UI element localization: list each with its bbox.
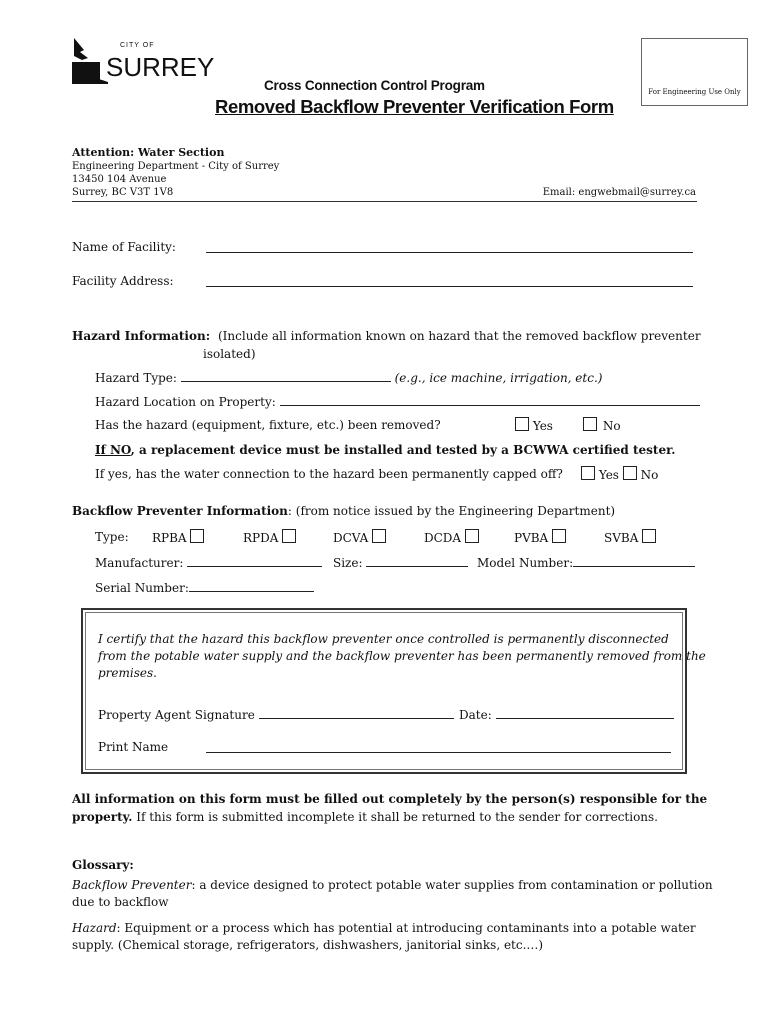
print-name-label: Print Name bbox=[98, 740, 169, 754]
facility-name-label: Name of Facility: bbox=[72, 240, 176, 254]
date-field[interactable] bbox=[496, 706, 674, 719]
type-option-rpba bbox=[152, 529, 204, 545]
hazard-removed-no-label: No bbox=[602, 419, 621, 433]
type-option-dcva bbox=[333, 529, 386, 545]
capped-yes-no bbox=[581, 466, 658, 482]
city-logo bbox=[70, 36, 215, 88]
attention-line-1: Engineering Department - City of Surrey bbox=[72, 161, 280, 172]
backflow-heading-note: : (from notice issued by the Engineering Department) bbox=[287, 504, 616, 518]
type-dcda-checkbox[interactable] bbox=[465, 529, 479, 543]
serial-label: Serial Number: bbox=[95, 581, 189, 595]
capped-yes-label: Yes bbox=[598, 468, 619, 482]
logo-small-text: CITY OF bbox=[120, 42, 155, 49]
hazard-removed-yes-checkbox[interactable] bbox=[515, 417, 529, 431]
type-option-label: DCDA bbox=[424, 531, 462, 545]
glossary-heading: Glossary: bbox=[72, 858, 134, 872]
type-rpda-checkbox[interactable] bbox=[282, 529, 296, 543]
signature-label: Property Agent Signature bbox=[98, 708, 255, 722]
size-row bbox=[333, 554, 468, 570]
hazard-type-hint: (e.g., ice machine, irrigation, etc.) bbox=[394, 371, 603, 385]
contact-email: Email: engwebmail@surrey.ca bbox=[542, 187, 696, 198]
signature-row bbox=[98, 706, 454, 722]
hazard-heading: Hazard Information: bbox=[72, 329, 211, 343]
glossary-def-backflow: : a device designed to protect potable water supplies from contamination or pollution bbox=[191, 878, 713, 892]
model-label: Model Number: bbox=[477, 556, 574, 570]
manufacturer-row bbox=[95, 554, 322, 570]
hazard-type-field[interactable] bbox=[181, 369, 391, 382]
hazard-removed-no bbox=[583, 417, 621, 433]
serial-row bbox=[95, 579, 314, 595]
type-svba-checkbox[interactable] bbox=[642, 529, 656, 543]
hazard-location-label: Hazard Location on Property: bbox=[95, 395, 276, 409]
glossary-term-backflow: Backflow Preventer bbox=[72, 878, 192, 892]
manufacturer-label: Manufacturer: bbox=[95, 556, 184, 570]
facility-name-field[interactable] bbox=[206, 240, 693, 253]
notice-line-1: All information on this form must be filled out completely by the person(s) responsible for the bbox=[72, 792, 708, 806]
certify-line-3: premises. bbox=[98, 666, 157, 680]
type-option-rpda bbox=[243, 529, 296, 545]
capped-yes-checkbox[interactable] bbox=[581, 466, 595, 480]
type-option-label: RPBA bbox=[152, 531, 187, 545]
type-option-label: DCVA bbox=[333, 531, 369, 545]
hazard-type-row bbox=[95, 369, 602, 385]
logo-name: SURREY bbox=[106, 52, 215, 82]
type-rpba-checkbox[interactable] bbox=[190, 529, 204, 543]
certify-line-2: from the potable water supply and the backflow preventer has been permanently removed from the bbox=[98, 649, 706, 663]
certify-line-1: I certify that the hazard this backflow preventer once controlled is permanently disconnected bbox=[98, 632, 669, 646]
size-field[interactable] bbox=[366, 554, 468, 567]
model-row bbox=[477, 554, 695, 570]
glossary-entry-backflow bbox=[72, 878, 713, 892]
attention-line-2: 13450 104 Avenue bbox=[72, 174, 167, 185]
print-name-field[interactable] bbox=[206, 740, 671, 753]
serial-field[interactable] bbox=[189, 579, 314, 592]
type-option-svba bbox=[604, 529, 656, 545]
date-label: Date: bbox=[459, 708, 492, 722]
facility-address-label: Facility Address: bbox=[72, 274, 174, 288]
glossary-entry-hazard bbox=[72, 921, 696, 935]
glossary-term-hazard: Hazard bbox=[72, 921, 117, 935]
engineering-use-box bbox=[641, 38, 748, 106]
header-divider bbox=[72, 201, 697, 202]
type-dcva-checkbox[interactable] bbox=[372, 529, 386, 543]
type-option-pvba bbox=[514, 529, 566, 545]
program-name: Cross Connection Control Program bbox=[264, 78, 485, 93]
if-no-instruction bbox=[95, 443, 675, 457]
attention-heading: Attention: Water Section bbox=[72, 146, 225, 159]
capped-no-checkbox[interactable] bbox=[623, 466, 637, 480]
glossary-def-backflow-cont: due to backflow bbox=[72, 895, 169, 909]
hazard-removed-no-checkbox[interactable] bbox=[583, 417, 597, 431]
notice-line-2 bbox=[72, 810, 658, 824]
capped-no-label: No bbox=[640, 468, 659, 482]
notice-bold-property: property. bbox=[72, 810, 133, 824]
hazard-type-label: Hazard Type: bbox=[95, 371, 177, 385]
type-option-dcda bbox=[424, 529, 479, 545]
if-no-prefix: If NO bbox=[95, 443, 131, 457]
hazard-location-row bbox=[95, 393, 700, 409]
hazard-intro bbox=[72, 329, 701, 343]
form-title: Removed Backflow Preventer Verification Form bbox=[215, 96, 614, 117]
hazard-removed-yes-label: Yes bbox=[532, 419, 553, 433]
signature-field[interactable] bbox=[259, 706, 454, 719]
glossary-def-hazard-cont: supply. (Chemical storage, refrigerators, dishwashers, janitorial sinks, etc.…) bbox=[72, 938, 544, 952]
glossary-def-hazard: : Equipment or a process which has potential at introducing contaminants into a potable water bbox=[116, 921, 696, 935]
type-pvba-checkbox[interactable] bbox=[552, 529, 566, 543]
notice-rest: If this form is submitted incomplete it shall be returned to the sender for corrections. bbox=[132, 810, 658, 824]
size-label: Size: bbox=[333, 556, 363, 570]
hazard-intro-continued: isolated) bbox=[203, 347, 256, 361]
backflow-heading-row bbox=[72, 504, 615, 518]
capped-question: If yes, has the water connection to the hazard been permanently capped off? bbox=[95, 467, 563, 481]
facility-address-field[interactable] bbox=[206, 274, 693, 287]
manufacturer-field[interactable] bbox=[187, 554, 322, 567]
model-field[interactable] bbox=[573, 554, 695, 567]
certification-box bbox=[81, 608, 706, 774]
type-option-label: PVBA bbox=[514, 531, 549, 545]
backflow-heading: Backflow Preventer Information bbox=[72, 504, 288, 518]
city-logo-icon bbox=[70, 36, 110, 86]
hazard-removed-yes bbox=[515, 417, 553, 433]
type-option-label: SVBA bbox=[604, 531, 639, 545]
if-no-text: , a replacement device must be installed and tested by a BCWWA certified tester. bbox=[130, 443, 676, 457]
hazard-intro-text: (Include all information known on hazard that the removed backflow preventer bbox=[217, 329, 701, 343]
attention-line-3: Surrey, BC V3T 1V8 bbox=[72, 187, 174, 198]
type-option-label: RPDA bbox=[243, 531, 279, 545]
engineering-use-label: For Engineering Use Only bbox=[648, 88, 741, 96]
backflow-type-label: Type: bbox=[95, 530, 129, 544]
hazard-removed-question: Has the hazard (equipment, fixture, etc.) been removed? bbox=[95, 418, 441, 432]
date-row bbox=[459, 706, 674, 722]
hazard-location-field[interactable] bbox=[280, 393, 700, 406]
